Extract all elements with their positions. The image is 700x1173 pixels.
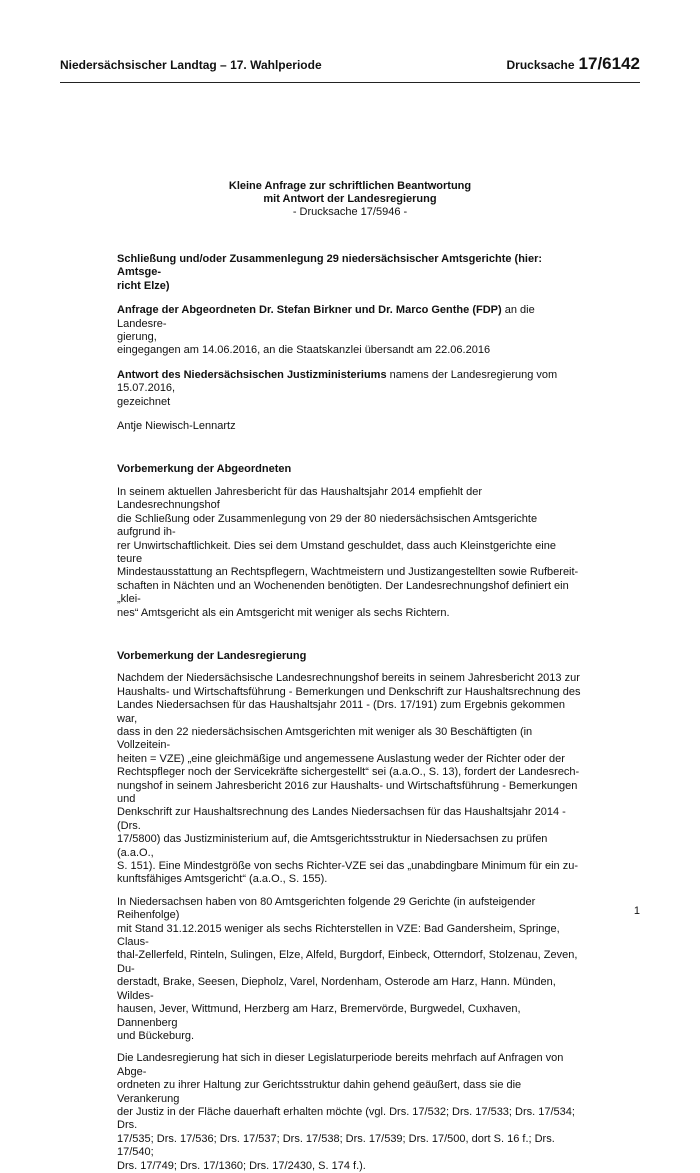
text-line: thal-Zellerfeld, Rinteln, Sulingen, Elze, Alfeld, Burgdorf, Einbeck, Otterndorf, Stolzenau, Zeven, Du- bbox=[117, 949, 578, 975]
anfrage-paragraph bbox=[117, 304, 582, 358]
text-line: Nachdem der Niedersächsische Landesrechnungshof bereits in seinem Jahresbericht 2013 zur bbox=[117, 672, 580, 685]
text-line: dass in den 22 niedersächsischen Amtsgerichten mit weniger als 30 Beschäftigten (in Vollzeitein- bbox=[117, 725, 533, 752]
page-number: 1 bbox=[633, 905, 640, 917]
vorbemerkung-landesregierung-para-1 bbox=[117, 672, 582, 887]
subject-line-1: Schließung und/oder Zusammenlegung 29 niedersächsischer Amtsgerichte (hier: Amtsge- bbox=[117, 253, 543, 279]
drucksache-label-text: Drucksache bbox=[506, 58, 575, 72]
text-line: ordneten zu ihrer Haltung zur Gerichtsstruktur dahin gehend geäußert, dass sie die Verankerung bbox=[117, 1079, 522, 1105]
text-line: 17/5800) das Justizministerium auf, die Amtsgerichtsstruktur in Niedersachsen zu prüfen (a.a.O., bbox=[117, 833, 548, 859]
text-line: Rechtspfleger noch der Servicekräfte sichergestellt“ sei (a.a.O., S. 13), fordert der Landesrech- bbox=[117, 766, 580, 779]
text-line: der Justiz in der Fläche dauerhaft erhalten möchte (vgl. Drs. 17/532; Drs. 17/533; Drs. 17/534; Drs. bbox=[117, 1105, 575, 1132]
subject-heading bbox=[117, 253, 582, 293]
text-line: die Schließung oder Zusammenlegung von 29 der 80 niedersächsischen Amtsgerichte aufgrund ih- bbox=[117, 512, 538, 539]
text-line: Landes Niedersachsen für das Haushaltsjahr 2011 - (Drs. 17/191) zum Ergebnis gekommen war, bbox=[117, 699, 565, 725]
text-line: hausen, Jever, Wittmund, Herzberg am Harz, Bremervörde, Burgwedel, Cuxhaven, Dannenberg bbox=[117, 1003, 521, 1029]
parliament-title: Niedersächsischer Landtag – 17. Wahlperiode bbox=[60, 58, 322, 72]
text-line: In Niedersachsen haben von 80 Amtsgerichten folgende 29 Gerichte (in aufsteigender Reihenfolge) bbox=[117, 895, 536, 922]
page-header bbox=[60, 54, 640, 83]
subject-line-2: richt Elze) bbox=[117, 279, 170, 292]
drucksache-number: 17/6142 bbox=[578, 54, 640, 73]
signatory: Antje Niewisch-Lennartz bbox=[117, 420, 236, 433]
vorbemerkung-abgeordnete-text bbox=[117, 486, 582, 620]
text-line: Mindestausstattung an Rechtspflegern, Wachtmeistern und Justizangestellten sowie Rufbereit- bbox=[117, 566, 579, 579]
text-line: 17/535; Drs. 17/536; Drs. 17/537; Drs. 17/538; Drs. 17/539; Drs. 17/500, dort S. 16 f.; Drs. 17/540; bbox=[117, 1132, 555, 1159]
anfrage-line-3: eingegangen am 14.06.2016, an die Staatskanzlei übersandt am 22.06.2016 bbox=[117, 344, 491, 357]
document-body bbox=[117, 253, 582, 1173]
text-line: schaften in Nächten und an Wochenenden benötigten. Der Landesrechnungshof definiert ein „klei- bbox=[117, 579, 569, 606]
text-line: Die Landesregierung hat sich in dieser Legislaturperiode bereits mehrfach auf Anfragen von Abge- bbox=[117, 1052, 564, 1078]
text-line: kunftsfähiges Amtsgericht“ (a.a.O., S. 155). bbox=[117, 873, 328, 886]
text-line: Denkschrift zur Haushaltsrechnung des Landes Niedersachsen für das Haushaltsjahr 2014 - (Drs. bbox=[117, 806, 566, 832]
anfrage-rest: an die Landesre- bbox=[117, 304, 535, 330]
antwort-line-2: 15.07.2016, bbox=[117, 382, 176, 395]
heading-vorbemerkung-abgeordnete: Vorbemerkung der Abgeordneten bbox=[117, 463, 292, 476]
text-line: heiten = VZE) „eine gleichmäßige und angemessene Auslastung weder der Richter oder der bbox=[117, 752, 565, 765]
anfrage-line-2: gierung, bbox=[117, 331, 157, 344]
antwort-rest: namens der Landesregierung vom bbox=[386, 368, 558, 381]
vorbemerkung-landesregierung-para-3 bbox=[117, 1052, 582, 1173]
antwort-ministry: Antwort des Niedersächsischen Justizministeriums bbox=[117, 368, 387, 381]
vorbemerkung-landesregierung-para-2 bbox=[117, 896, 582, 1043]
text-line: S. 151). Eine Mindestgröße von sechs Richter-VZE sei das „unabdingbare Minimum für ein zu- bbox=[117, 860, 578, 873]
text-line: derstadt, Brake, Seesen, Diepholz, Varel, Nordenham, Osterode am Harz, Hann. Münden, Wildes- bbox=[117, 976, 556, 1002]
title-line-2: mit Antwort der Landesregierung bbox=[263, 193, 437, 205]
text-line: In seinem aktuellen Jahresbericht für das Haushaltsjahr 2014 empfiehlt der Landesrechnungshof bbox=[117, 485, 483, 512]
text-line: nes“ Amtsgericht als ein Amtsgericht mit weniger als sechs Richtern. bbox=[117, 606, 450, 619]
drucksache-label bbox=[507, 54, 641, 74]
text-line: Drs. 17/749; Drs. 17/1360; Drs. 17/2430, S. 174 f.). bbox=[117, 1159, 366, 1172]
heading-vorbemerkung-landesregierung: Vorbemerkung der Landesregierung bbox=[117, 649, 307, 662]
text-line: nungshof in seinem Jahresbericht 2016 zur Haushalts- und Wirtschaftsführung - Bemerkungen und bbox=[117, 779, 578, 805]
antwort-paragraph bbox=[117, 369, 582, 409]
anfrage-authors: Anfrage der Abgeordneten Dr. Stefan Birkner und Dr. Marco Genthe (FDP) bbox=[117, 304, 502, 317]
antwort-line-3: gezeichnet bbox=[117, 395, 171, 408]
title-line-1: Kleine Anfrage zur schriftlichen Beantwortung bbox=[228, 180, 472, 192]
text-line: Haushalts- und Wirtschaftsführung - Bemerkungen und Denkschrift zur Haushaltsrechnung des bbox=[117, 685, 581, 698]
title-line-3: - Drucksache 17/5946 - bbox=[292, 206, 408, 218]
text-line: mit Stand 31.12.2015 weniger als sechs Richterstellen in VZE: Bad Gandersheim, Springe, Claus- bbox=[117, 922, 560, 949]
text-line: rer Unwirtschaftlichkeit. Dies sei dem Umstand geschuldet, dass auch Kleinstgerichte eine teure bbox=[117, 539, 556, 565]
text-line: und Bückeburg. bbox=[117, 1029, 195, 1042]
document-title bbox=[60, 180, 640, 219]
